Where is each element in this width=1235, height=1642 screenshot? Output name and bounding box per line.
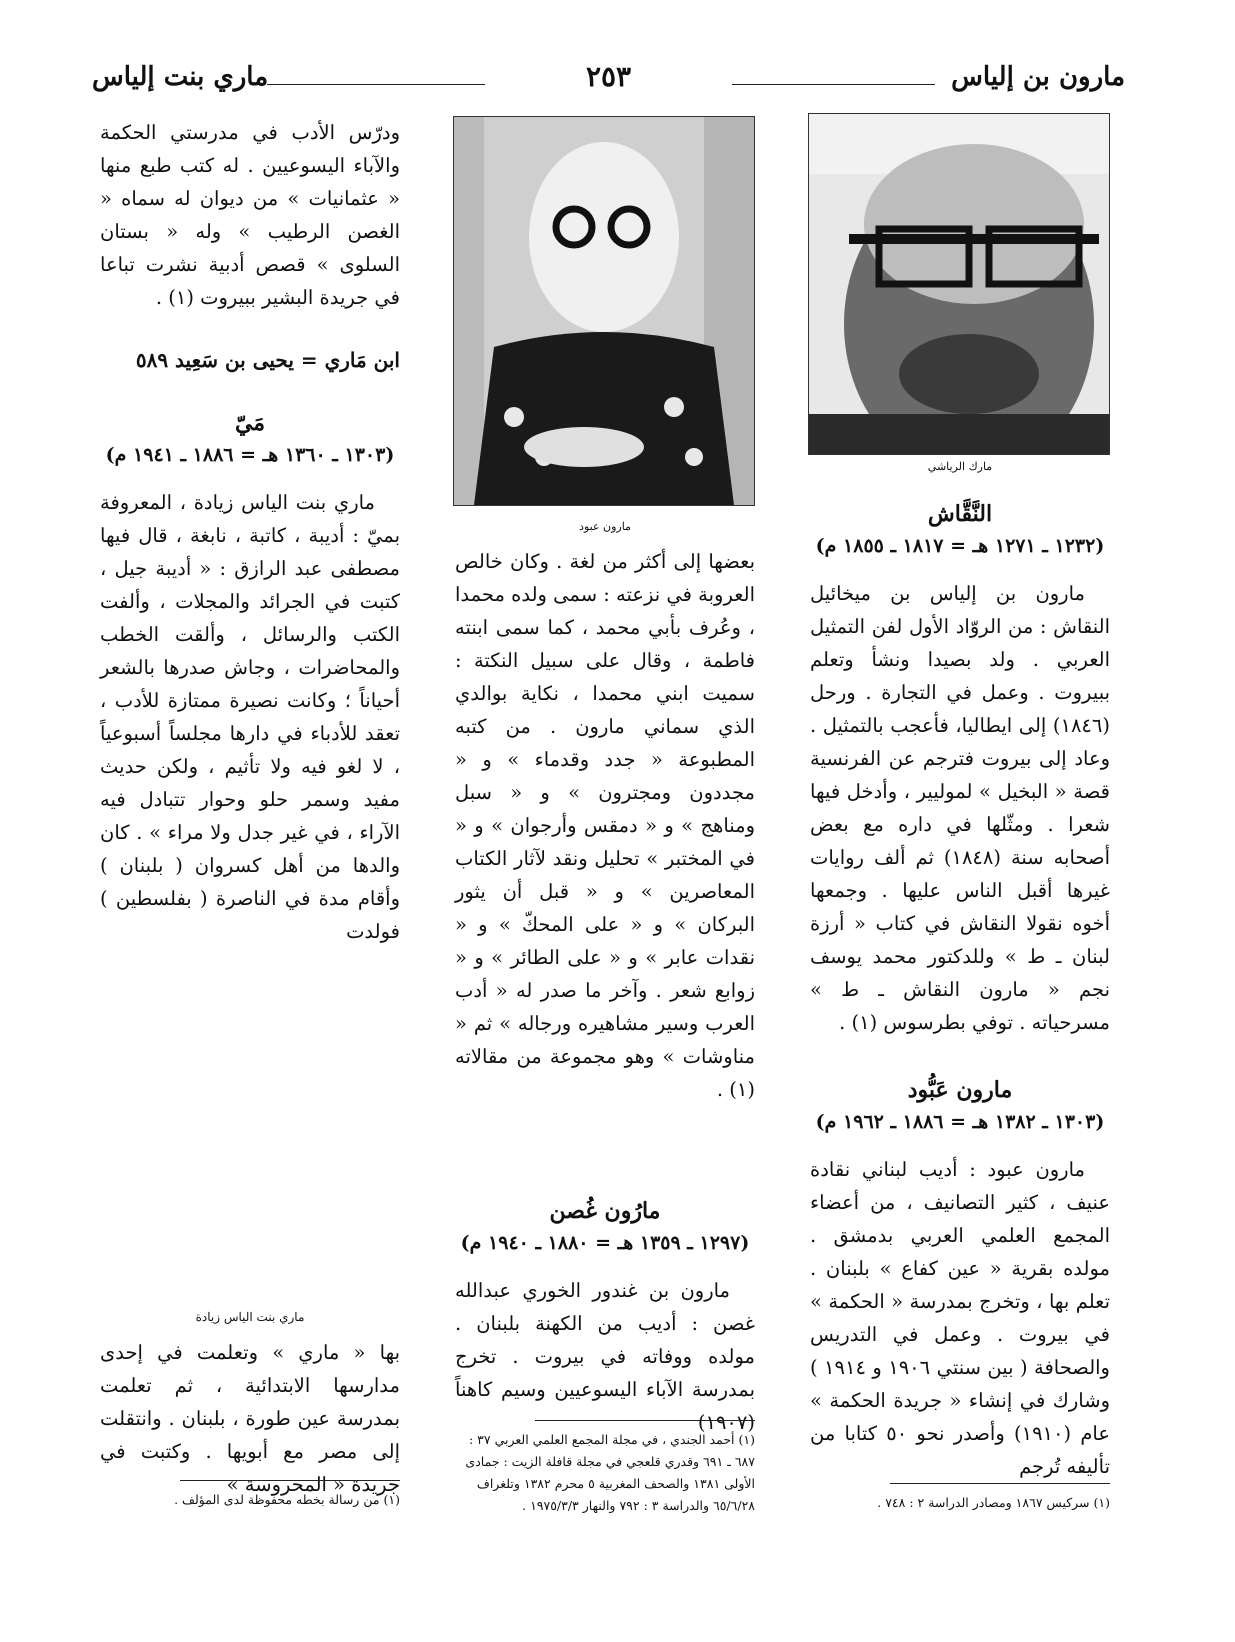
entry-ghusn bbox=[455, 1194, 755, 1439]
portrait-photo-naqqash bbox=[808, 113, 1110, 455]
entry-title: مارُون غُصن bbox=[549, 1198, 661, 1224]
left-column bbox=[100, 108, 400, 948]
header-left-title: ماري بنت إلياس bbox=[92, 62, 269, 92]
entry-dates: (١٢٣٢ ـ ١٢٧١ هـ = ١٨١٧ ـ ١٨٥٥ م) bbox=[815, 535, 1105, 557]
entry-text: مارون بن إلياس بن ميخائيل النقاش : من الروّاد الأول لفن التمثيل العربي . ولد بصيدا ونشأ وتعلم ببيروت . وعمل في التجارة . ورحل (١٨٤٦) إلى ايطاليا، فأعجب بالتمثيل . وعاد إلى بيروت فترجم عن الفرنسية قصة « البخيل » لموليير ، وأدخل فيها شعرا . ومثّلها في داره مع بعض أصحابه سنة (١٨٤٨) ثم ألف روايات غيرها أقبل الناس عليها . وجمعها أخوه نقولا النقاش في كتاب « أرزة لبنان ـ ط » وللدكتور محمد يوسف نجم « مارون النقاش ـ ط » مسرحياته . توفي بطرسوس (١) . bbox=[810, 582, 1110, 1034]
entry-dates: (١٣٠٣ ـ ١٣٦٠ هـ = ١٨٨٦ ـ ١٩٤١ م) bbox=[105, 444, 395, 466]
footnote-block bbox=[100, 1480, 400, 1511]
footnote-block bbox=[455, 1420, 755, 1517]
portrait-photo-aboud bbox=[453, 116, 755, 506]
portrait-image bbox=[454, 117, 754, 505]
entry-naqqash bbox=[810, 497, 1110, 1039]
caption-block bbox=[100, 1310, 400, 1501]
middle-column bbox=[455, 108, 755, 1439]
photo-caption: مارك الرياشي bbox=[927, 460, 993, 473]
entry-title: مَيّ bbox=[234, 410, 266, 436]
footnote-rule bbox=[535, 1420, 755, 1421]
entry-text: ماري بنت الياس زيادة ، المعروفة بميّ : أديبة ، كاتبة ، نابغة ، قال فيها مصطفى عبد الرازق : « أديبة جيل ، كتبت في الجرائد والمجلات ، وألفت الكتب والرسائل ، وألقت الخطب والمحاضرات ، وجاش صدرها بالشعر أحياناً ؛ وكانت نصيرة ممتازة للأدب ، تعقد للأدباء في دارها مجلساً أسبوعياً ، لا لغو فيه ولا تأثيم ، ولكن حديث مفيد وسمر حلو وحوار تتبادل فيه الآراء ، في غير جدل ولا مراء » . كان والدها من أهل كسروان ( بلبنان ) وأقام مدة في الناصرة ( بفلسطين ) فولدت bbox=[100, 491, 400, 943]
footnote: (١) أحمد الجندي ، في مجلة المجمع العلمي العربي ٣٧ : ٦٨٧ ـ ٦٩١ وقدري قلعجي في مجلة قافلة الزيت : جمادى الأولى ١٣٨١ والصحف المغربية ٥ محرم ١٣٨٢ وتلغراف ٦٥/٦/٢٨ والدراسة ٣ : ٧٩٢ والنهار ١٩٧٥/٣/٣ . bbox=[465, 1432, 755, 1513]
entry-may bbox=[100, 406, 400, 948]
header-rule-left bbox=[267, 84, 485, 85]
entry-aboud bbox=[810, 1073, 1110, 1483]
continuation-text: ودرّس الأدب في مدرستي الحكمة والآباء اليسوعيين . له كتب طبع منها « عثمانيات » من ديوان له سماه « الغصن الرطيب » وله « بستان السلوى » قصص أدبية نشرت تباعا في جريدة البشير ببيروت (١) . bbox=[100, 121, 400, 309]
cross-reference: ابن مَاري = يحيى بن سَعِيد ٥٨٩ bbox=[135, 348, 400, 372]
entry-dates: (١٣٠٣ ـ ١٣٨٢ هـ = ١٨٨٦ ـ ١٩٦٢ م) bbox=[815, 1111, 1105, 1133]
entry-dates: (١٢٩٧ ـ ١٣٥٩ هـ = ١٨٨٠ ـ ١٩٤٠ م) bbox=[460, 1232, 750, 1254]
running-header bbox=[92, 62, 1125, 102]
portrait-image bbox=[809, 114, 1109, 454]
photo-caption: ماري بنت الياس زيادة bbox=[195, 1310, 305, 1324]
footnote-rule bbox=[180, 1480, 400, 1481]
footnote: (١) من رسالة بخطه محفوظة لدى المؤلف . bbox=[174, 1492, 400, 1507]
photo-caption: مارون عبود bbox=[579, 520, 631, 533]
entry-title: النَّقَّاش bbox=[927, 501, 993, 527]
header-right-title: مارون بن إلياس bbox=[951, 62, 1125, 92]
header-rule-right bbox=[732, 84, 935, 85]
entry-title: مارون عَبُّود bbox=[907, 1077, 1013, 1103]
page-number: ٢٥٣ bbox=[576, 60, 641, 93]
entry-text: مارون عبود : أديب لبناني نقادة عنيف ، كثير التصانيف ، من أعضاء المجمع العلمي العربي بدمشق . مولده بقرية « عين كفاع » بلبنان . تعلم بها ، وتخرج بمدرسة « الحكمة » في بيروت . وعمل في التدريس والصحافة ( بين سنتي ١٩٠٦ و ١٩١٤ ) وشارك في إنشاء « جريدة الحكمة » عام (١٩١٠) وأصدر نحو ٥٠ كتابا من تأليفه تُرجم bbox=[810, 1158, 1110, 1478]
continuation-text: بها « ماري » وتعلمت في إحدى مدارسها الابتدائية ، ثم تعلمت بمدرسة عين طورة ، بلبنان . وانتقلت إلى مصر مع أبويها . وكتبت في جريدة « المحروسة » bbox=[100, 1341, 400, 1496]
footnote-block bbox=[810, 1483, 1110, 1514]
right-column bbox=[810, 108, 1110, 1483]
continuation-text: بعضها إلى أكثر من لغة . وكان خالص العروبة في نزعته : سمى ولده محمدا ، وعُرف بأبي محمد ، كما سمى ابنته فاطمة ، وقال على سبيل النكتة : سميت ابني محمدا ، نكاية بوالدي الذي سماني مارون . من كتبه المطبوعة « جدد وقدماء » و « مجددون ومجترون » و « سبل ومناهج » و « دمقس وأرجوان » و « في المختبر » تحليل ونقد لآثار الكتاب المعاصرين » و « قبل أن يثور البركان » و « على المحكّ » و « نقدات عابر » و « على الطائر » و « زوابع شعر . وآخر ما صدر له « أدب العرب وسير مشاهيره ورجاله » ثم « مناوشات » وهو مجموعة من مقالاته (١) . bbox=[455, 550, 755, 1101]
footnote-rule bbox=[890, 1483, 1110, 1484]
entry-text: مارون بن غندور الخوري عبدالله غصن : أديب من الكهنة بلبنان . مولده ووفاته في بيروت . تخرج بمدرسة الآباء اليسوعيين وسيم كاهناً (١٩٠٧) bbox=[455, 1279, 755, 1434]
footnote: (١) سركيس ١٨٦٧ ومصادر الدراسة ٢ : ٧٤٨ . bbox=[877, 1495, 1110, 1510]
